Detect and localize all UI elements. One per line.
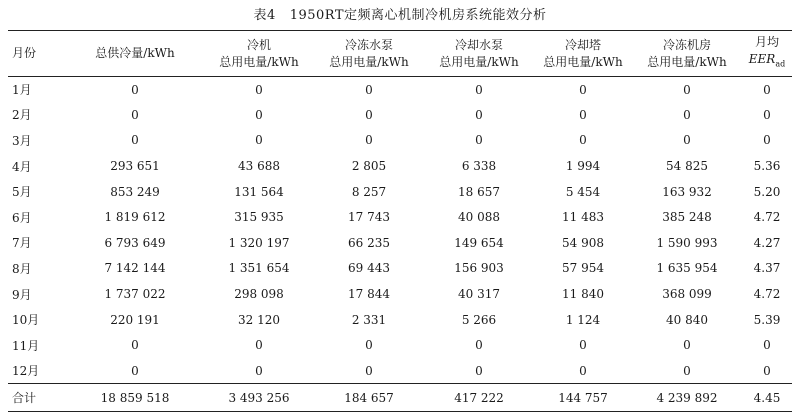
total-cooling-cell: 220 191 <box>110 312 160 327</box>
total-cooling-cell: 7 142 144 <box>104 261 166 276</box>
header-chiller-line1: 冷机 <box>246 37 271 52</box>
chiller-power-cell: 298 098 <box>234 287 284 302</box>
chiller-plant-power-cell: 40 840 <box>666 312 708 327</box>
header-chiller <box>204 31 314 77</box>
chiller-power-cell: 0 <box>255 82 263 97</box>
header-cw-pump <box>424 31 534 77</box>
cw-pump-power-cell: 40 088 <box>458 210 500 225</box>
chiller-power-cell: 131 564 <box>234 184 284 199</box>
chiller-power-cell: 0 <box>255 107 263 122</box>
month-cell: 1月 <box>12 83 32 98</box>
chw-pump-power-cell: 66 235 <box>348 235 390 250</box>
header-eer-symbol <box>748 52 786 69</box>
chiller-power-cell: 1 351 654 <box>228 261 290 276</box>
header-cooling-tower-line2: 总用电量/kWh <box>543 54 623 69</box>
total-cooling-cell: 0 <box>131 133 139 148</box>
chw-pump-power-cell: 0 <box>365 107 373 122</box>
header-eer-prefix: 月均 <box>754 35 779 50</box>
cooling-tower-power-cell: 11 483 <box>562 210 604 225</box>
chiller-plant-power-cell: 54 825 <box>666 159 708 174</box>
month-cell: 2月 <box>12 108 32 123</box>
header-chw-pump-line2: 总用电量/kWh <box>329 54 409 69</box>
header-row <box>8 31 792 77</box>
total-cooling-cell: 0 <box>131 107 139 122</box>
chw-pump-power-cell: 17 844 <box>348 287 390 302</box>
total-cooling-cell: 0 <box>131 82 139 97</box>
header-cooling-tower <box>534 31 632 77</box>
table-row <box>8 358 792 384</box>
monthly-eer-cell: 5.39 <box>753 312 781 327</box>
cooling-tower-power-cell: 54 908 <box>562 235 604 250</box>
table-row <box>8 179 792 205</box>
header-chw-pump-line1: 冷冻水泵 <box>344 37 393 52</box>
chw-pump-power-cell: 0 <box>365 133 373 148</box>
month-cell: 10月 <box>12 313 40 328</box>
header-month: 月份 <box>8 31 66 77</box>
cw-pump-power-cell: 149 654 <box>454 235 504 250</box>
chw-pump-power-cell: 8 257 <box>351 184 387 199</box>
cw-pump-power-cell: 0 <box>475 338 483 353</box>
table-row <box>8 102 792 128</box>
header-chw-pump <box>314 31 424 77</box>
table-row <box>8 256 792 282</box>
chiller-power-cell: 0 <box>255 133 263 148</box>
table-row <box>8 230 792 256</box>
cw-pump-power-cell: 156 903 <box>454 261 504 276</box>
cw-pump-power-cell: 0 <box>475 363 483 378</box>
total-cooling-cell: 853 249 <box>110 184 160 199</box>
header-chiller-line2: 总用电量/kWh <box>219 54 299 69</box>
cooling-tower-power-cell: 1 994 <box>565 159 601 174</box>
header-chiller-plant-line1: 冷冻机房 <box>662 37 711 52</box>
header-total-cooling: 总供冷量/kWh <box>66 31 204 77</box>
chiller-plant-power-cell: 1 590 993 <box>656 235 718 250</box>
cw-pump-power-cell: 0 <box>475 107 483 122</box>
energy-efficiency-table <box>8 30 792 412</box>
table-caption <box>0 4 800 23</box>
header-cw-pump-line2: 总用电量/kWh <box>439 54 519 69</box>
cw-pump-power-cell: 5 266 <box>461 312 497 327</box>
table-row <box>8 281 792 307</box>
total-row <box>8 384 792 412</box>
cooling-tower-power-cell: 0 <box>579 133 587 148</box>
monthly-eer-cell: 0 <box>763 82 771 97</box>
month-cell: 6月 <box>12 210 32 225</box>
table-row <box>8 332 792 358</box>
total-cooling-cell: 0 <box>131 338 139 353</box>
chiller-plant-power-cell: 385 248 <box>662 210 712 225</box>
month-cell: 11月 <box>12 338 40 353</box>
chiller-power-cell: 32 120 <box>238 312 280 327</box>
cooling-tower-power-cell: 0 <box>579 107 587 122</box>
cooling-tower-power-cell: 0 <box>579 82 587 97</box>
monthly-eer-cell: 5.20 <box>753 184 781 199</box>
chiller-plant-power-cell: 368 099 <box>662 287 712 302</box>
total-monthly-eer-cell: 4.45 <box>742 384 792 412</box>
total-cooling-cell: 1 737 022 <box>104 287 166 302</box>
month-cell: 9月 <box>12 287 32 302</box>
chiller-power-cell: 0 <box>255 363 263 378</box>
total-cooling-cell: 6 793 649 <box>104 235 166 250</box>
month-cell: 5月 <box>12 185 32 200</box>
cw-pump-power-cell: 40 317 <box>458 287 500 302</box>
total-chw-pump-power-cell: 184 657 <box>314 384 424 412</box>
month-cell: 3月 <box>12 133 32 148</box>
table-number: 表4 <box>253 8 276 23</box>
month-cell: 4月 <box>12 159 32 174</box>
chw-pump-power-cell: 0 <box>365 338 373 353</box>
header-chiller-plant-line2: 总用电量/kWh <box>647 54 727 69</box>
table-row <box>8 307 792 333</box>
chiller-power-cell: 0 <box>255 338 263 353</box>
table-row <box>8 128 792 154</box>
header-cooling-tower-line1: 冷却塔 <box>564 37 601 52</box>
cooling-tower-power-cell: 57 954 <box>562 261 604 276</box>
monthly-eer-cell: 4.72 <box>753 210 781 225</box>
month-cell: 7月 <box>12 236 32 251</box>
total-cooling-cell: 293 651 <box>110 159 160 174</box>
cw-pump-power-cell: 0 <box>475 133 483 148</box>
table-title: 1950RT定频离心机制冷机房系统能效分析 <box>289 8 547 23</box>
chiller-power-cell: 1 320 197 <box>228 235 290 250</box>
chiller-plant-power-cell: 0 <box>683 107 691 122</box>
cw-pump-power-cell: 18 657 <box>458 184 500 199</box>
total-cooling-cell: 0 <box>131 363 139 378</box>
table-row <box>8 77 792 103</box>
total-cooling-tower-power-cell: 144 757 <box>534 384 632 412</box>
total-month-cell: 合计 <box>8 384 66 412</box>
chiller-plant-power-cell: 0 <box>683 82 691 97</box>
chw-pump-power-cell: 69 443 <box>348 261 390 276</box>
header-eer-sub: ad <box>775 59 786 69</box>
cooling-tower-power-cell: 0 <box>579 363 587 378</box>
chiller-plant-power-cell: 1 635 954 <box>656 261 718 276</box>
header-monthly-eer <box>742 31 792 77</box>
total-chiller-plant-power-cell: 4 239 892 <box>632 384 742 412</box>
chw-pump-power-cell: 0 <box>365 82 373 97</box>
total-cw-pump-power-cell: 417 222 <box>424 384 534 412</box>
monthly-eer-cell: 4.37 <box>753 261 781 276</box>
chiller-plant-power-cell: 0 <box>683 133 691 148</box>
cw-pump-power-cell: 0 <box>475 82 483 97</box>
cooling-tower-power-cell: 1 124 <box>565 312 601 327</box>
monthly-eer-cell: 0 <box>763 363 771 378</box>
monthly-eer-cell: 4.27 <box>753 235 781 250</box>
table-row <box>8 204 792 230</box>
total-cooling-cell: 1 819 612 <box>104 210 166 225</box>
month-cell: 8月 <box>12 261 32 276</box>
table-row <box>8 153 792 179</box>
chw-pump-power-cell: 17 743 <box>348 210 390 225</box>
table-body <box>8 77 792 412</box>
chiller-plant-power-cell: 0 <box>683 338 691 353</box>
cw-pump-power-cell: 6 338 <box>461 159 497 174</box>
chw-pump-power-cell: 0 <box>365 363 373 378</box>
chiller-plant-power-cell: 0 <box>683 363 691 378</box>
header-eer-main: EER <box>748 52 776 67</box>
chiller-power-cell: 315 935 <box>234 210 284 225</box>
cooling-tower-power-cell: 11 840 <box>562 287 604 302</box>
header-cw-pump-line1: 冷却水泵 <box>454 37 503 52</box>
monthly-eer-cell: 0 <box>763 107 771 122</box>
month-cell: 12月 <box>12 364 40 379</box>
header-chiller-plant <box>632 31 742 77</box>
total-chiller-power-cell: 3 493 256 <box>204 384 314 412</box>
monthly-eer-cell: 4.72 <box>753 287 781 302</box>
cooling-tower-power-cell: 0 <box>579 338 587 353</box>
monthly-eer-cell: 0 <box>763 338 771 353</box>
chiller-plant-power-cell: 163 932 <box>662 184 712 199</box>
monthly-eer-cell: 0 <box>763 133 771 148</box>
chw-pump-power-cell: 2 331 <box>351 312 387 327</box>
cooling-tower-power-cell: 5 454 <box>565 184 601 199</box>
monthly-eer-cell: 5.36 <box>753 159 781 174</box>
chiller-power-cell: 43 688 <box>238 159 280 174</box>
chw-pump-power-cell: 2 805 <box>351 159 387 174</box>
total-total-cooling-cell: 18 859 518 <box>66 384 204 412</box>
